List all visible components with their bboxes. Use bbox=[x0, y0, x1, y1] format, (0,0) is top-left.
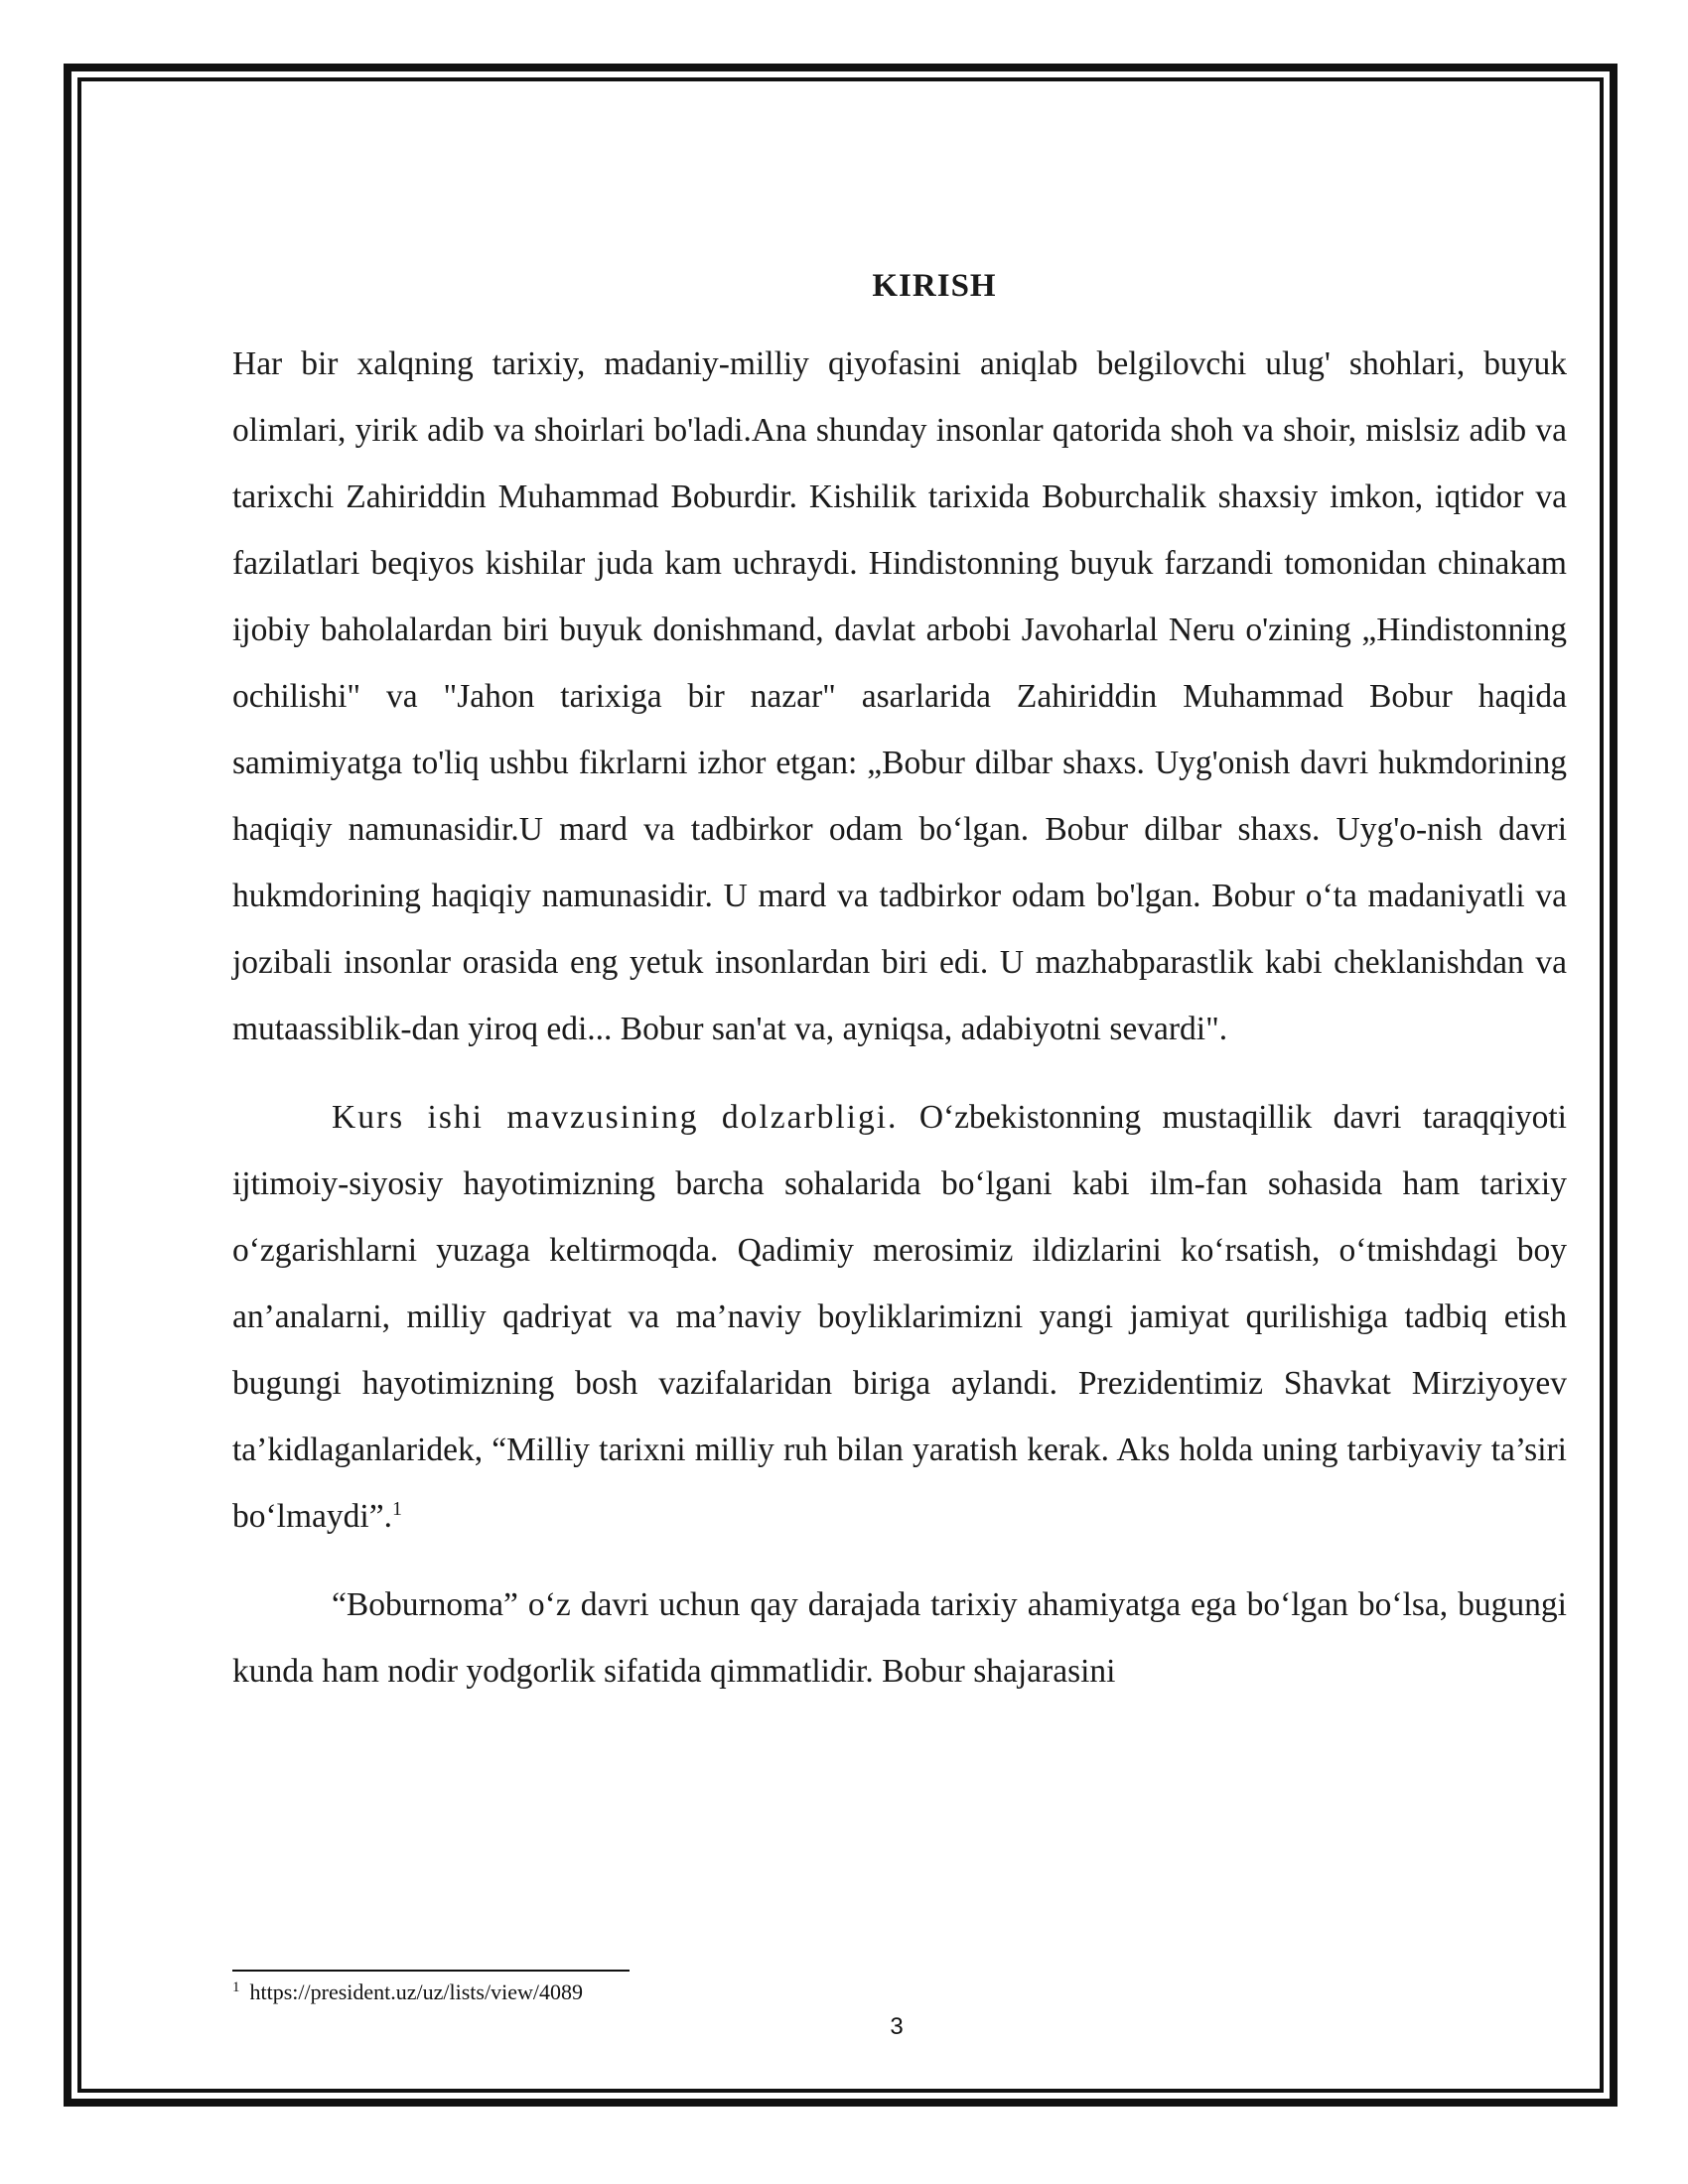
page-title: KIRISH bbox=[872, 268, 997, 304]
footnote-separator bbox=[232, 1970, 630, 1972]
paragraph-relevance-body: O‘zbekistonning mustaqillik davri taraqqiyoti ijtimoiy-siyosiy hayotimizning barcha sohalarida bo‘lgani kabi ilm-fan sohasida ham tarixiy o‘zgarishlarni yuzaga keltirmoqda. Qadimiy merosimiz ildizlarini ko‘rsatish, o‘tmishdagi boy an’analarni, milliy qadriyat va ma’naviy boyliklarimizni yangi jamiyat qurilishiga tadbiq etish bugungi hayotimizning bosh vazifalaridan biriga aylandi. Prezidentimiz Shavkat Mirziyoyev ta’kidlaganlaridek, “Milliy tarixni milliy ruh bilan yaratish kerak. Aks holda uning tarbiyaviy ta’siri bo‘lmaydi”. bbox=[232, 1099, 1567, 1535]
footnote bbox=[232, 1979, 583, 2005]
footnote-link-text: https://president.uz/uz/lists/view/4089 bbox=[249, 1979, 583, 2004]
paragraph-intro: Har bir xalqning tarixiy, madaniy-milliy qiyofasini aniqlab belgilovchi ulug' shohlari, buyuk olimlari, yirik adib va shoirlari bo'ladi.Ana shunday insonlar qatorida shoh va shoir, mislsiz adib va tarixchi Zahiriddin Muhammad Boburdir. Kishilik tarixida Boburchalik shaxsiy imkon, iqtidor va fazilatlari beqiyos kishilar juda kam uchraydi. Hindistonning buyuk farzandi tomonidan chinakam ijobiy baholalardan biri buyuk donishmand, davlat arbobi Javoharlal Neru o'zining „Hindistonning ochilishi" va "Jahon tarixiga bir nazar" asarlarida Zahiriddin Muhammad Bobur haqida samimiyatga to'liq ushbu fikrlarni izhor etgan: „Bobur dilbar shaxs. Uyg'onish davri hukmdorining haqiqiy namunasidir.U mard va tadbirkor odam bo‘lgan. Bobur dilbar shaxs. Uyg'o-nish davri hukmdorining haqiqiy namunasidir. U mard va tadbirkor odam bo'lgan. Bobur o‘ta madaniyatli va jozibali insonlar orasida eng yetuk insonlardan biri edi. U mazhabparastlik kabi cheklanishdan va mutaassiblik-dan yiroq edi... Bobur san'at va, ayniqsa, adabiyotni sevardi". bbox=[232, 345, 1567, 1047]
footnote-reference: 1 bbox=[391, 1497, 402, 1520]
paragraph-gap bbox=[232, 1062, 1567, 1084]
page-number: 3 bbox=[890, 2013, 904, 2040]
paragraph-boburnoma: “Boburnoma” o‘z davri uchun qay darajada tarixiy ahamiyatga ega bo‘lgan bo‘lsa, bugungi kunda ham nodir yodgorlik sifatida qimmatlidir. Bobur shajarasini bbox=[232, 1586, 1567, 1690]
paragraph-relevance bbox=[232, 1084, 1567, 1550]
footnote-marker: 1 bbox=[232, 1979, 240, 1995]
section-lead-text: Kurs ishi mavzusining dolzarbligi. bbox=[332, 1099, 899, 1136]
paragraph-gap bbox=[232, 1550, 1567, 1571]
page-content bbox=[232, 268, 1567, 1705]
